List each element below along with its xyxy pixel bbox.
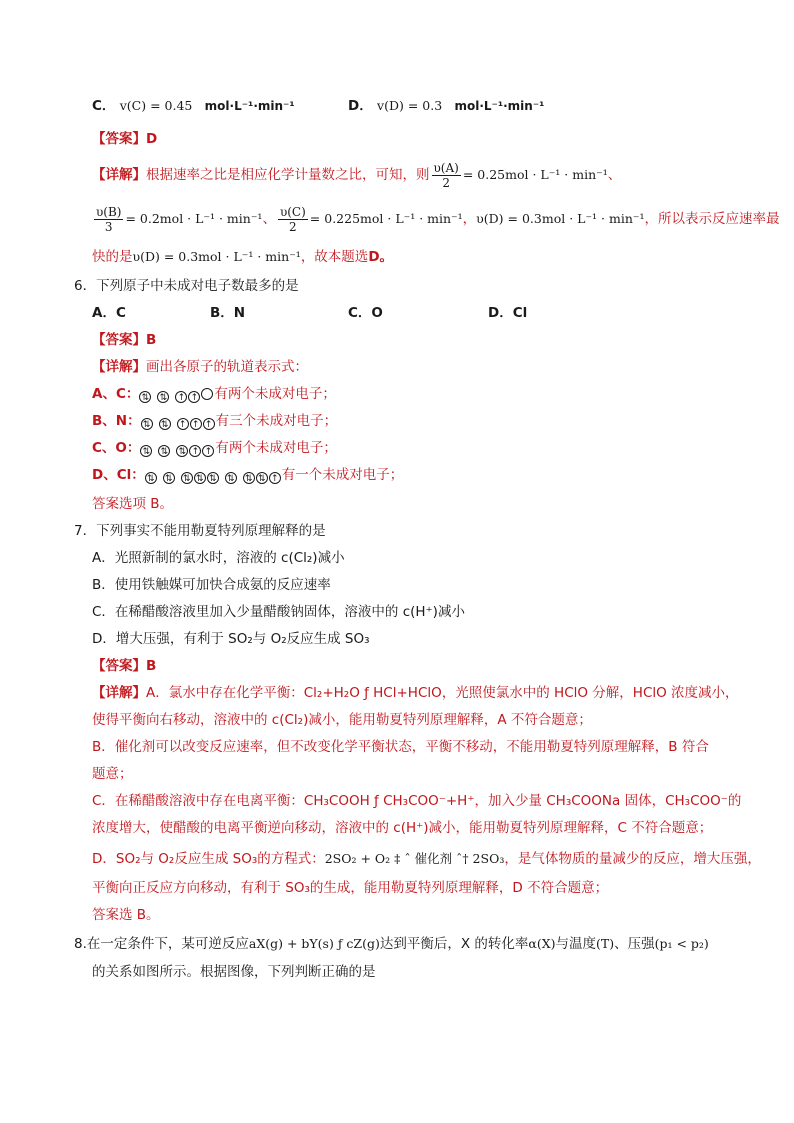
q6-option-a[interactable]: A．C xyxy=(92,305,126,321)
orbital-paired-icon: ⇅ xyxy=(225,472,237,484)
q7-detail-d-line-1 xyxy=(92,849,761,869)
q5-frac-c-den: 2 xyxy=(289,219,297,234)
q5-option-d-label: D． xyxy=(348,98,373,114)
orbital-single-icon: ↑ xyxy=(188,391,200,403)
orbital-single-icon: ↑ xyxy=(175,391,187,403)
orbital-paired-icon: ⇅ xyxy=(158,445,170,457)
orbital-diagram-n xyxy=(141,413,216,429)
orbital-paired-icon: ⇅ xyxy=(145,472,157,484)
q7-detail-d-equation: 2SO₂ + O₂ ‡ ˆ 催化剂 ˆ† 2SO₃ xyxy=(324,851,505,866)
q6-detail-line-1 xyxy=(92,357,308,377)
q7-detail-a-line-2: 使得平衡向右移动，溶液中的 c(Cl₂)减小，能用勒夏特列原理解释，A 不符合题意； xyxy=(92,712,592,728)
orbital-paired-icon: ⇅ xyxy=(139,391,151,403)
orbital-single-icon: ↑ xyxy=(189,445,201,457)
q8-stem-pressure: (p₁ < p₂) xyxy=(654,936,709,951)
q7-detail-c-line-1: C．在稀醋酸溶液中存在电离平衡：CH₃COOH ƒ CH₃COO⁻+H⁺，加入少量 CH₃COONa 固体，CH₃COO⁻的 xyxy=(92,793,742,809)
q6-orbital-row-cl xyxy=(92,465,403,485)
orbital-paired-icon: ⇅ xyxy=(163,472,175,484)
q6-row-b-label: B、N： xyxy=(92,413,141,429)
orbital-paired-icon: ⇅ xyxy=(176,445,188,457)
q5-answer: 【答案】D xyxy=(92,131,158,147)
q5-eq-c: = 0.225mol · L⁻¹ · min⁻¹ xyxy=(309,211,463,226)
q7-option-c[interactable]: C．在稀醋酸溶液里加入少量醋酸钠固体，溶液中的 c(H⁺)减小 xyxy=(92,604,465,620)
q8-stem-text-1b: 达到平衡后，X 的转化率 xyxy=(379,936,529,952)
q5-detail-line-3 xyxy=(92,247,393,267)
q7-answer: 【答案】B xyxy=(92,658,157,674)
q5-frac-a xyxy=(432,161,461,190)
orbital-empty-icon xyxy=(201,388,213,400)
q8-stem-line-2: 的关系如图所示。根据图像，下列判断正确的是 xyxy=(92,964,376,980)
orbital-single-icon: ↑ xyxy=(269,472,281,484)
q7-detail-d-text-1a: D．SO₂与 O₂反应生成 SO₃的方程式： xyxy=(92,851,325,867)
q6-row-b-text: 有三个未成对电子； xyxy=(215,413,338,429)
q5-sep-3: ， xyxy=(462,211,477,227)
q6-option-c[interactable]: C．O xyxy=(348,305,383,321)
q6-detail-text-1: 画出各原子的轨道表示式： xyxy=(146,359,308,375)
q5-eq-a: = 0.25mol · L⁻¹ · min⁻¹ xyxy=(462,167,608,182)
orbital-diagram-cl xyxy=(145,467,282,483)
q5-option-c-unit: mol·L⁻¹·min⁻¹ xyxy=(204,99,295,113)
q5-frac-b-den: 3 xyxy=(104,219,113,234)
q5-detail-text-2: ，所以表示反应速率最 xyxy=(644,211,780,227)
q6-row-d-text: 有一个未成对电子； xyxy=(281,467,404,483)
orbital-paired-icon: ⇅ xyxy=(141,418,153,430)
q7-stem: 7．下列事实不能用勒夏特列原理解释的是 xyxy=(74,523,326,539)
q5-option-c-label: C． xyxy=(92,98,116,114)
q6-row-a-text: 有两个未成对电子； xyxy=(214,386,336,402)
q6-answer: 【答案】B xyxy=(92,332,157,348)
q5-detail-text-3b: ，故本题选 xyxy=(300,249,369,265)
q6-detail-tag: 【详解】 xyxy=(92,359,146,375)
q8-stem-temp: (T) xyxy=(596,936,615,951)
q5-option-c-expr: v(C) = 0.45 xyxy=(119,98,193,113)
q5-detail-text-3a: 快的是 xyxy=(92,249,133,265)
q5-frac-a-num: υ(A) xyxy=(433,160,459,175)
q6-stem: 6．下列原子中未成对电子数最多的是 xyxy=(74,278,299,294)
orbital-single-icon: ↑ xyxy=(202,445,214,457)
q8-stem-text-1a: 8.在一定条件下，某可逆反应 xyxy=(74,936,249,952)
q5-detail-text-3c: D。 xyxy=(368,249,394,265)
q5-eq-d2: υ(D) = 0.3mol · L⁻¹ · min⁻¹ xyxy=(132,249,301,264)
q8-stem-equation: aX(g) + bY(s) ƒ cZ(g) xyxy=(248,936,380,951)
q8-stem-alpha: α(X) xyxy=(528,936,556,951)
q5-option-d-unit: mol·L⁻¹·min⁻¹ xyxy=(454,99,545,113)
q6-orbital-row-c xyxy=(92,384,336,404)
q7-detail-d-line-2: 平衡向正反应方向移动，有利于 SO₃的生成，能用勒夏特列原理解释，D 不符合题意； xyxy=(92,880,609,896)
orbital-paired-icon: ⇅ xyxy=(181,472,193,484)
q5-option-d-expr: v(D) = 0.3 xyxy=(377,98,443,113)
orbital-single-icon: ↑ xyxy=(190,418,202,430)
q5-frac-c xyxy=(278,205,308,234)
q6-orbital-row-n xyxy=(92,411,337,431)
orbital-paired-icon: ⇅ xyxy=(140,445,152,457)
q6-row-a-label: A、C： xyxy=(92,386,140,402)
q5-sep-2: 、 xyxy=(262,211,276,227)
q5-detail-text-1: 根据速率之比是相应化学计量数之比，可知，则 xyxy=(146,167,430,183)
orbital-paired-icon: ⇅ xyxy=(243,472,255,484)
q6-orbital-row-o xyxy=(92,438,337,458)
orbital-diagram-c xyxy=(139,386,214,402)
q8-stem-text-1d: 、压强 xyxy=(614,936,655,952)
orbital-paired-icon: ⇅ xyxy=(194,472,206,484)
q7-final-answer: 答案选 B。 xyxy=(92,907,160,923)
q7-detail-d-text-1b: ，是气体物质的量减少的反应，增大压强， xyxy=(504,851,761,867)
q7-detail-a-text-1: A．氯水中存在化学平衡：Cl₂+H₂O ƒ HCl+HClO，光照使氯水中的 HClO 分解，HClO 浓度减小， xyxy=(146,685,739,701)
orbital-paired-icon: ⇅ xyxy=(157,391,169,403)
q7-option-b[interactable]: B．使用铁触媒可加快合成氨的反应速率 xyxy=(92,577,331,593)
q5-frac-b-num: υ(B) xyxy=(96,204,122,219)
q5-detail-tag: 【详解】 xyxy=(92,167,146,183)
q6-option-b[interactable]: B．N xyxy=(210,305,246,321)
q8-stem-line-1 xyxy=(74,934,709,954)
q5-eq-b: = 0.2mol · L⁻¹ · min⁻¹ xyxy=(125,211,263,226)
q5-option-d[interactable] xyxy=(348,96,544,116)
orbital-single-icon: ↑ xyxy=(177,418,189,430)
q7-detail-a-line-1 xyxy=(92,683,739,703)
q5-frac-a-den: 2 xyxy=(442,175,450,190)
q7-detail-b-line-1: B．催化剂可以改变反应速率，但不改变化学平衡状态，平衡不移动，不能用勒夏特列原理解释，B 符合 xyxy=(92,739,709,755)
orbital-paired-icon: ⇅ xyxy=(207,472,219,484)
q6-option-d[interactable]: D．Cl xyxy=(488,305,528,321)
q5-frac-c-num: υ(C) xyxy=(279,204,306,219)
orbital-paired-icon: ⇅ xyxy=(159,418,171,430)
q8-stem-text-1c: 与温度 xyxy=(555,936,596,952)
orbital-paired-icon: ⇅ xyxy=(256,472,268,484)
q7-detail-tag: 【详解】 xyxy=(92,685,146,701)
q5-eq-d: υ(D) = 0.3mol · L⁻¹ · min⁻¹ xyxy=(476,211,645,226)
q7-detail-c-line-2: 浓度增大，使醋酸的电离平衡逆向移动，溶液中的 c(H⁺)减小，能用勒夏特列原理解释，C 不符合题意； xyxy=(92,820,713,836)
q7-detail-b-line-2: 题意； xyxy=(92,766,133,782)
q6-row-c-label: C、O： xyxy=(92,440,141,456)
orbital-diagram-o xyxy=(140,440,215,456)
orbital-single-icon: ↑ xyxy=(203,418,215,430)
q6-row-d-label: D、Cl： xyxy=(92,467,145,483)
q5-option-c[interactable] xyxy=(92,96,295,116)
q7-option-d[interactable]: D．增大压强，有利于 SO₂与 O₂反应生成 SO₃ xyxy=(92,631,370,647)
q7-option-a[interactable]: A．光照新制的氯水时，溶液的 c(Cl₂)减小 xyxy=(92,550,345,566)
q6-row-c-text: 有两个未成对电子； xyxy=(215,440,337,456)
q5-sep-1: 、 xyxy=(607,167,622,183)
q5-detail-line-2 xyxy=(92,202,779,236)
q6-final-answer: 答案选项 B。 xyxy=(92,496,174,512)
q5-frac-b xyxy=(94,205,123,234)
q5-detail-line-1 xyxy=(92,158,621,192)
